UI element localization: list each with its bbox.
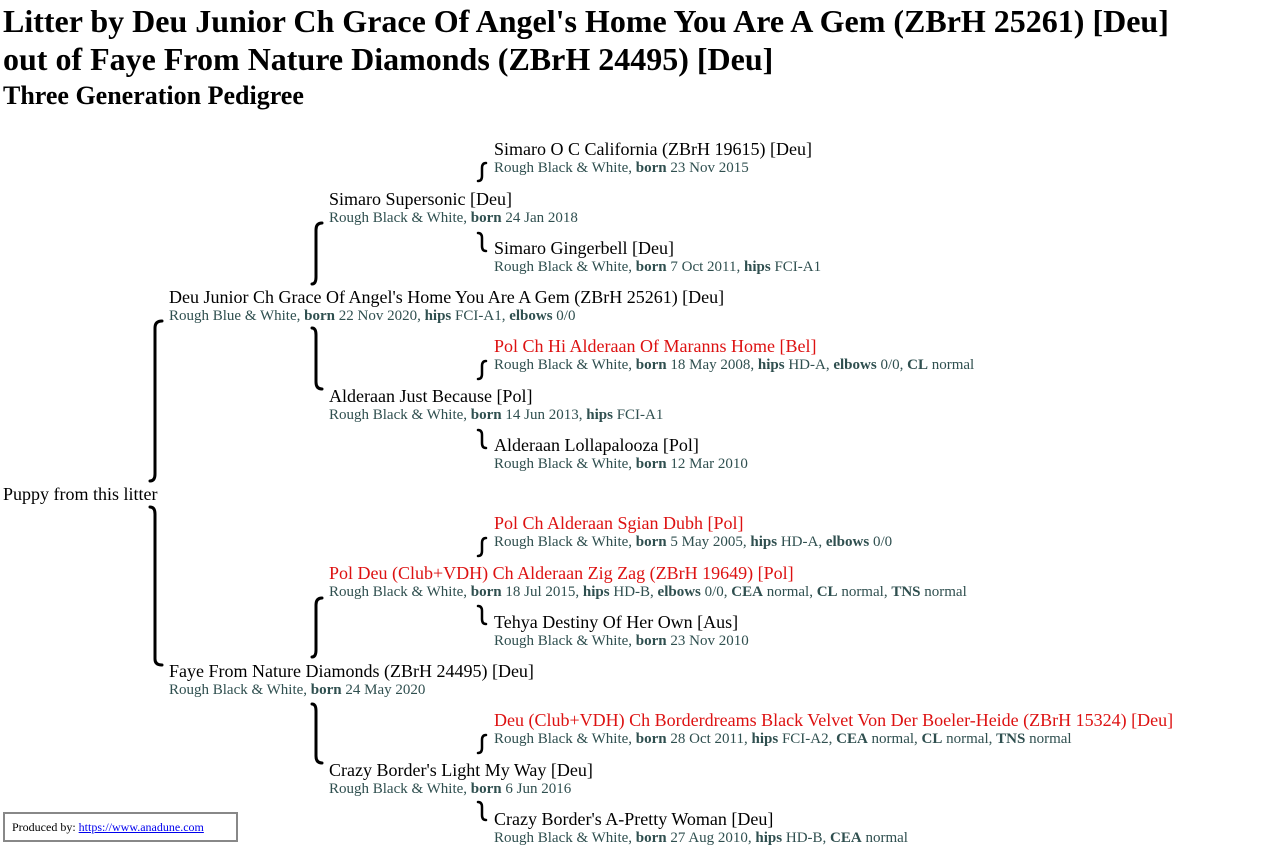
dog-info: Rough Black & White, born 7 Oct 2011, hips FCI-A1 [494, 259, 822, 275]
dog-info: Rough Black & White, born 14 Jun 2013, hips FCI-A1 [329, 407, 664, 423]
dog-info: Rough Black & White, born 24 Jan 2018 [329, 210, 578, 226]
page-subtitle: Three Generation Pedigree [3, 81, 304, 110]
pedigree-entry-sire-sire-dam [494, 238, 821, 277]
pedigree-entry-sire-dam-sire [494, 336, 974, 375]
dog-info: Rough Black & White, born 18 May 2008, hips HD-A, elbows 0/0, CL normal [494, 357, 975, 373]
bracket-g3-1 [478, 163, 486, 181]
dog-info: Rough Black & White, born 6 Jun 2016 [329, 781, 572, 797]
dog-name: Pol Deu (Club+VDH) Ch Alderaan Zig Zag (ZBrH 19649) [Pol] [329, 563, 794, 583]
dog-name: Deu (Club+VDH) Ch Borderdreams Black Velvet Von Der Boeler-Heide (ZBrH 15324) [Deu] [494, 710, 1174, 730]
dog-name: Simaro Supersonic [Deu] [329, 189, 512, 209]
pedigree-entry-dam-dam-dam [494, 809, 908, 848]
pedigree-entry-dam-sire [329, 563, 967, 602]
produced-by-box [3, 812, 238, 842]
dog-name: Simaro Gingerbell [Deu] [494, 238, 674, 258]
pedigree-entry-dam [169, 661, 534, 700]
pedigree-entry-dam-sire-dam [494, 612, 749, 651]
dog-info: Rough Black & White, born 27 Aug 2010, hips HD-B, CEA normal [494, 830, 908, 846]
dog-name: Alderaan Just Because [Pol] [329, 386, 533, 406]
puppy-label: Puppy from this litter [3, 484, 158, 504]
dog-info: Rough Black & White, born 23 Nov 2015 [494, 160, 749, 176]
bracket-sire-sire [312, 223, 322, 284]
dog-info: Rough Black & White, born 18 Jul 2015, hips HD-B, elbows 0/0, CEA normal, CL normal, TNS normal [329, 584, 967, 600]
pedigree-entry-dam-dam [329, 760, 593, 799]
bracket-dam-dam [312, 704, 322, 763]
dog-name: Crazy Border's A-Pretty Woman [Deu] [494, 809, 774, 829]
bracket-g3-3 [478, 361, 486, 379]
pedigree-entry-dam-sire-sire [494, 513, 892, 552]
bracket-g3-2 [478, 233, 486, 251]
anadune-link[interactable]: https://www.anadune.com [78, 820, 204, 834]
bracket-dam-line [150, 507, 162, 665]
bracket-sire-dam [312, 328, 322, 389]
dog-info: Rough Black & White, born 12 Mar 2010 [494, 456, 748, 472]
page-title-line-1: Litter by Deu Junior Ch Grace Of Angel's Home You Are A Gem (ZBrH 25261) [Deu] [3, 3, 1169, 39]
bracket-g3-7 [478, 735, 486, 753]
bracket-g3-4 [478, 430, 486, 448]
pedigree-entry-sire-sire-sire [494, 139, 812, 178]
bracket-sire-line [150, 321, 162, 481]
page-title-line-2: out of Faye From Nature Diamonds (ZBrH 24495) [Deu] [3, 41, 774, 77]
dog-info: Rough Black & White, born 5 May 2005, hips HD-A, elbows 0/0 [494, 534, 893, 550]
produced-by-label: Produced by: [12, 820, 76, 834]
bracket-g3-5 [478, 538, 486, 556]
dog-name: Simaro O C California (ZBrH 19615) [Deu] [494, 139, 812, 159]
dog-name: Deu Junior Ch Grace Of Angel's Home You Are A Gem (ZBrH 25261) [Deu] [169, 287, 725, 307]
pedigree-entry-sire [169, 287, 724, 326]
pedigree-entry-sire-dam-dam [494, 435, 748, 474]
dog-info: Rough Black & White, born 24 May 2020 [169, 682, 426, 698]
bracket-dam-sire [312, 598, 322, 657]
dog-name: Pol Ch Alderaan Sgian Dubh [Pol] [494, 513, 744, 533]
dog-name: Tehya Destiny Of Her Own [Aus] [494, 612, 739, 632]
dog-name: Pol Ch Hi Alderaan Of Maranns Home [Bel] [494, 336, 817, 356]
dog-name: Crazy Border's Light My Way [Deu] [329, 760, 593, 780]
pedigree-entry-dam-dam-sire [494, 710, 1173, 749]
dog-name: Faye From Nature Diamonds (ZBrH 24495) [Deu] [169, 661, 534, 681]
dog-name: Alderaan Lollapalooza [Pol] [494, 435, 699, 455]
dog-info: Rough Black & White, born 23 Nov 2010 [494, 633, 749, 649]
pedigree-entry-sire-sire [329, 189, 578, 228]
pedigree-entry-sire-dam [329, 386, 663, 425]
dog-info: Rough Black & White, born 28 Oct 2011, hips FCI-A2, CEA normal, CL normal, TNS normal [494, 731, 1072, 747]
dog-info: Rough Blue & White, born 22 Nov 2020, hips FCI-A1, elbows 0/0 [169, 308, 576, 324]
bracket-g3-8 [478, 802, 486, 820]
bracket-g3-6 [478, 606, 486, 624]
